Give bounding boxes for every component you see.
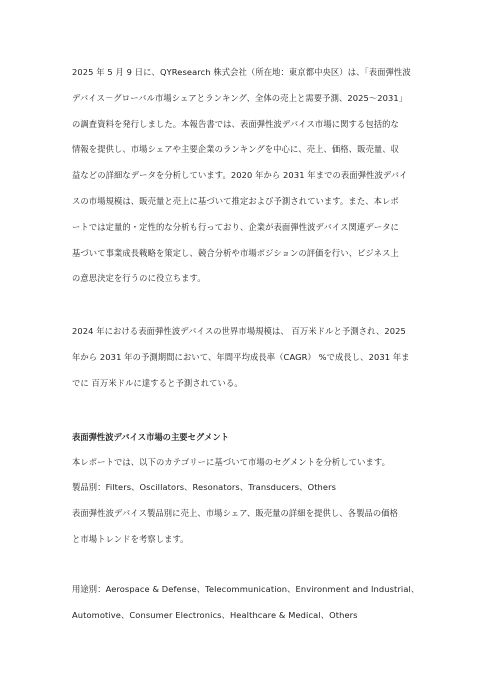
segment-heading: 表面弾性波デバイス市場の主要セグメント: [72, 431, 229, 442]
intro-paragraph: [72, 60, 412, 292]
text-line: 表面弾性波デバイス製品別に売上、市場シェア、販売量の詳細を提供し、各製品の価格: [72, 508, 399, 519]
paragraph-spacer: [72, 292, 412, 319]
text-line: ートでは定量的・定性的な分析も行っており、企業が表面弾性波デバイス関連データに: [72, 221, 399, 232]
text-line: デバイス－グローバル市場シェアとランキング、全体の売上と需要予測、2025～2031」: [72, 92, 408, 103]
paragraph-spacer: [72, 397, 412, 424]
text-line: Automotive、Consumer Electronics、Healthcare & Medical、Others: [72, 609, 358, 620]
text-line: 益などの詳細なデータを分析しています。2020 年から 2031 年までの表面弾性波デバイ: [72, 170, 408, 181]
segment-paragraph: [72, 450, 412, 553]
text-line: 2025 年 5 月 9 日に、QYResearch 株式会社（所在地：東京都中央区）は、「表面弾性波: [72, 67, 411, 77]
application-paragraph: [72, 577, 420, 629]
text-line: 本レポートでは、以下のカテゴリーに基づいて市場のセグメントを分析しています。: [72, 456, 391, 467]
text-line: と市場トレンドを考察します。: [72, 533, 189, 544]
text-line: でに 百万米ドルに達すると予測されている。: [72, 377, 243, 388]
paragraph-spacer: [72, 553, 412, 577]
text-line: 2024 年における表面弾性波デバイスの世界市場規模は、 百万米ドルと予測され、2025: [72, 326, 406, 337]
text-line: 製品別：Filters、Oscillators、Resonators、Transducers、Others: [72, 482, 337, 493]
text-line: スの市場規模は、販売量と売上に基づいて推定および予測されています。また、本レポ: [72, 195, 399, 206]
text-line: 用途別：Aerospace & Defense、Telecommunication、Environment and Industrial、: [72, 583, 420, 594]
text-line: の意思決定を行うのに役立ちます。: [72, 273, 206, 284]
text-line: 情報を提供し、市場シェアや主要企業のランキングを中心に、売上、価格、販売量、収: [72, 144, 400, 155]
document-page: [72, 60, 420, 628]
text-line: の調査資料を発行しました。本報告書では、表面弾性波デバイス市場に関する包括的な: [72, 118, 399, 129]
market-size-paragraph: [72, 319, 412, 396]
text-line: 年から 2031 年の予測期間において、年間平均成長率（CAGR） %で成長し、2031 年ま: [72, 351, 410, 362]
text-line: 基づいて事業成長戦略を策定し、競合分析や市場ポジションの評価を行い、ビジネス上: [72, 247, 399, 258]
